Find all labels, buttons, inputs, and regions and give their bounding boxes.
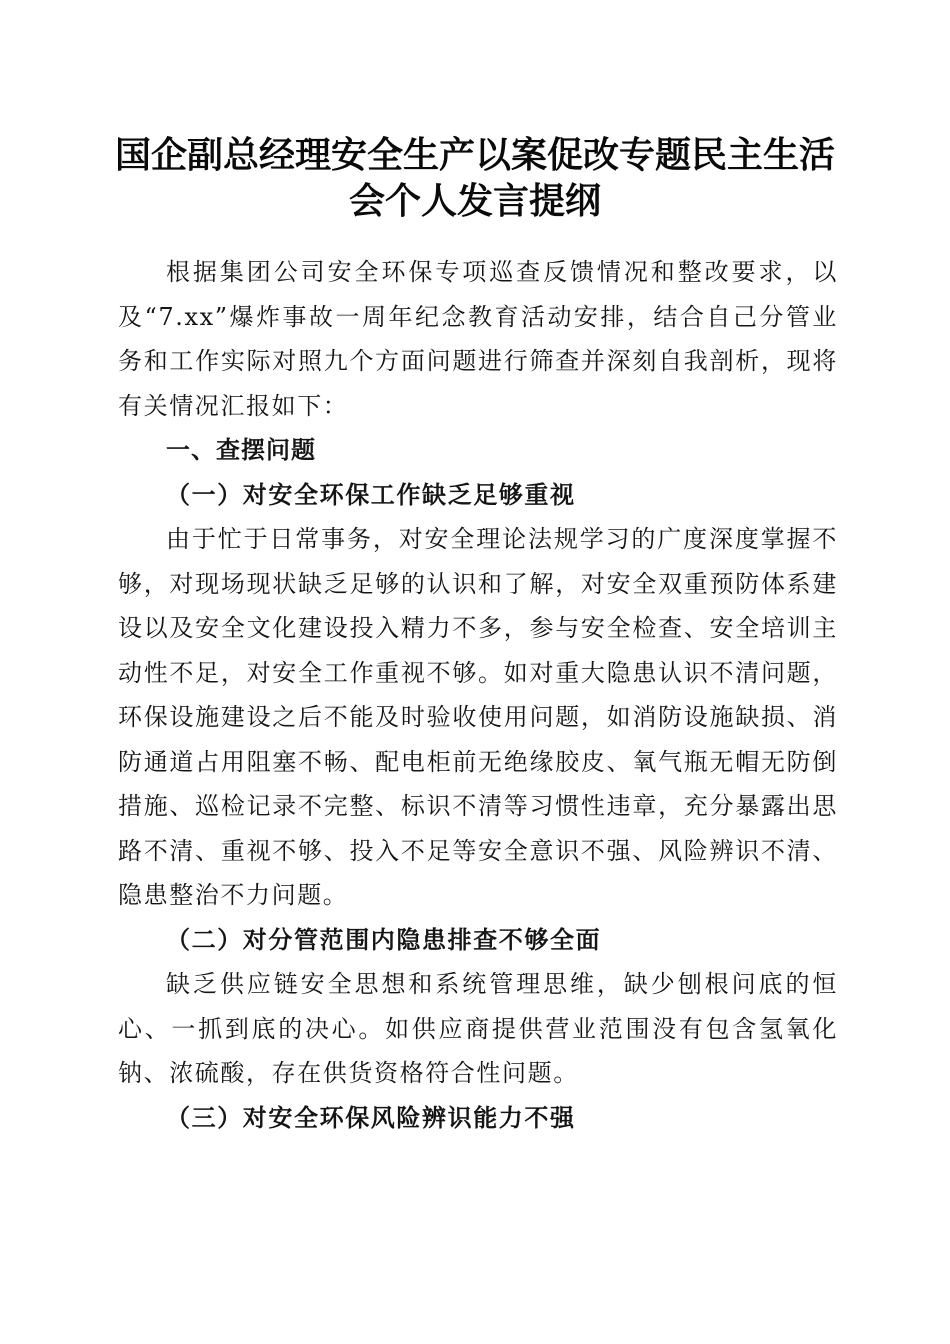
section-heading-1: 一、查摆问题 — [166, 436, 316, 464]
subsection-paragraph-2: 缺乏供应链安全思想和系统管理思维，缺少刨根问底的恒心、一抓到底的决心。如供应商提供营业范围没有包含氢氧化钠、浓硫酸，存在供货资格符合性问题。 — [118, 970, 838, 1087]
subsection-heading-3: （三）对安全环保风险辨识能力不强 — [166, 1102, 576, 1132]
intro-paragraph: 根据集团公司安全环保专项巡查反馈情况和整改要求，以及“7.xx”爆炸事故一周年纪念教育活动安排，结合自己分管业务和工作实际对照九个方面问题进行筛查并深刻自我剖析，现将有关情况汇报如下： — [118, 258, 838, 420]
title-line-1: 国企副总经理安全生产以案促改专题民主生活 — [114, 134, 835, 176]
subsection-heading-1: （一）对安全环保工作缺乏足够重视 — [166, 479, 576, 509]
document-body — [118, 250, 838, 1140]
subsection-heading-2: （二）对分管范围内隐患排查不够全面 — [166, 924, 602, 954]
subsection-paragraph-1: 由于忙于日常事务，对安全理论法规学习的广度深度掌握不够，对现场现状缺乏足够的认识和了解，对安全双重预防体系建设以及安全文化建设投入精力不多，参与安全检查、安全培训主动性不足，对安全工作重视不够。如对重大隐患认识不清问题，环保设施建设之后不能及时验收使用问题，如消防设施缺损、消防通道占用阻塞不畅、配电柜前无绝缘胶皮、氧气瓶无帽无防倒措施、巡检记录不完整、标识不清等习惯性违章，充分暴露出思路不清、重视不够、投入不足等安全意识不强、风险辨识不清、隐患整治不力问题。 — [118, 525, 838, 909]
title-line-2: 会个人发言提纲 — [348, 180, 601, 222]
document-title — [100, 132, 850, 224]
